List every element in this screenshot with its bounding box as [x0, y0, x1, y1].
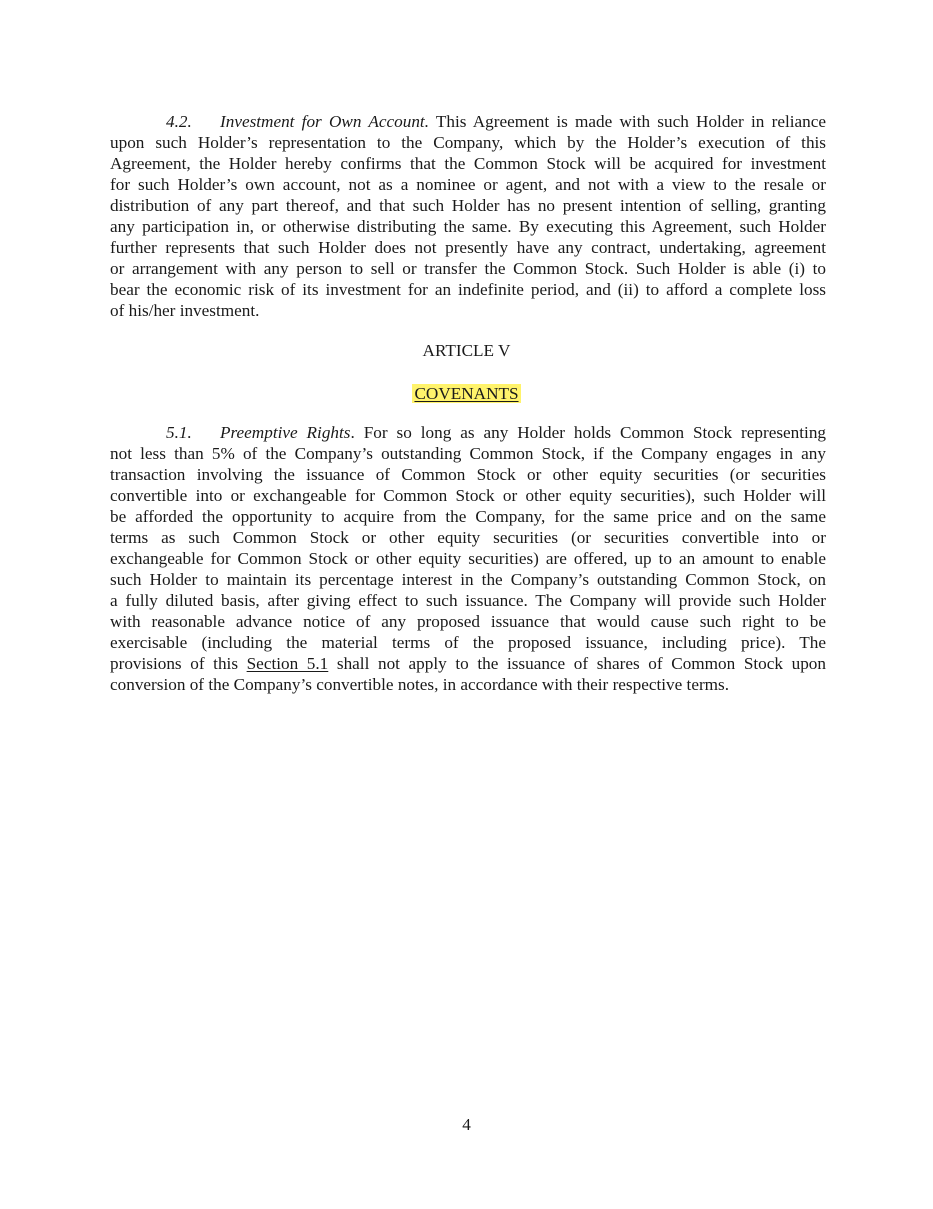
section-4-2-paragraph [110, 111, 826, 321]
section-5-1-paragraph [110, 422, 826, 695]
line-text: . For so long as any Holder holds Common Stock representing [350, 423, 826, 442]
paragraph-line: be afforded the opportunity to acquire from the Company, for the same price and on the same [110, 507, 826, 526]
paragraph-line: a fully diluted basis, after giving effect to such issuance. The Company will provide such Holder [110, 591, 826, 610]
highlighted-title: COVENANTS [414, 384, 519, 403]
paragraph-line: further represents that such Holder does not presently have any contract, undertaking, agreement [110, 238, 826, 257]
paragraph-line: transaction involving the issuance of Common Stock or other equity securities (or securities [110, 465, 826, 484]
paragraph-line: for such Holder’s own account, not as a nominee or agent, and not with a view to the resale or [110, 175, 826, 194]
paragraph-line: exchangeable for Common Stock or other equity securities) are offered, up to an amount to enable [110, 549, 826, 568]
paragraph-line: Agreement, the Holder hereby confirms that the Common Stock will be acquired for investment [110, 154, 826, 173]
article-heading: ARTICLE V [422, 341, 511, 360]
section-number: 4.2. [166, 112, 192, 131]
section-caption: Preemptive Rights [220, 423, 351, 442]
line-text: This Agreement is made with such Holder in reliance [429, 112, 826, 131]
paragraph-line: of his/her investment. [110, 301, 260, 320]
article-title [0, 383, 933, 404]
line-text: shall not apply to the issuance of shares of Common Stock upon [328, 654, 826, 673]
section-reference-link[interactable]: Section 5.1 [246, 654, 329, 673]
paragraph-line: upon such Holder’s representation to the Company, which by the Holder’s execution of this [110, 133, 826, 152]
paragraph-line: terms as such Common Stock or other equity securities (or securities convertible into or [110, 528, 826, 547]
line-text: provisions of this [110, 654, 247, 673]
section-number: 5.1. [166, 423, 192, 442]
paragraph-line: bear the economic risk of its investment for an indefinite period, and (ii) to afford a complete loss [110, 280, 826, 299]
paragraph-line: or arrangement with any person to sell or transfer the Common Stock. Such Holder is able (i) to [110, 259, 826, 278]
paragraph-line: exercisable (including the material terms of the proposed issuance, including price). The [110, 633, 826, 652]
paragraph-line: with reasonable advance notice of any proposed issuance that would cause such right to be [110, 612, 826, 631]
paragraph-line [110, 653, 826, 674]
paragraph-line: convertible into or exchangeable for Common Stock or other equity securities), such Holder will [110, 486, 826, 505]
paragraph-line: not less than 5% of the Company’s outstanding Common Stock, if the Company engages in any [110, 444, 826, 463]
page-number: 4 [462, 1115, 471, 1134]
paragraph-line: distribution of any part thereof, and that such Holder has no present intention of selling, granting [110, 196, 826, 215]
paragraph-line [110, 422, 826, 443]
paragraph-line: any participation in, or otherwise distributing the same. By executing this Agreement, such Holder [110, 217, 826, 236]
section-caption: Investment for Own Account. [220, 112, 429, 131]
paragraph-line: conversion of the Company’s convertible notes, in accordance with their respective terms. [110, 675, 730, 694]
paragraph-line [110, 111, 826, 132]
paragraph-line: such Holder to maintain its percentage interest in the Company’s outstanding Common Stock, on [110, 570, 826, 589]
